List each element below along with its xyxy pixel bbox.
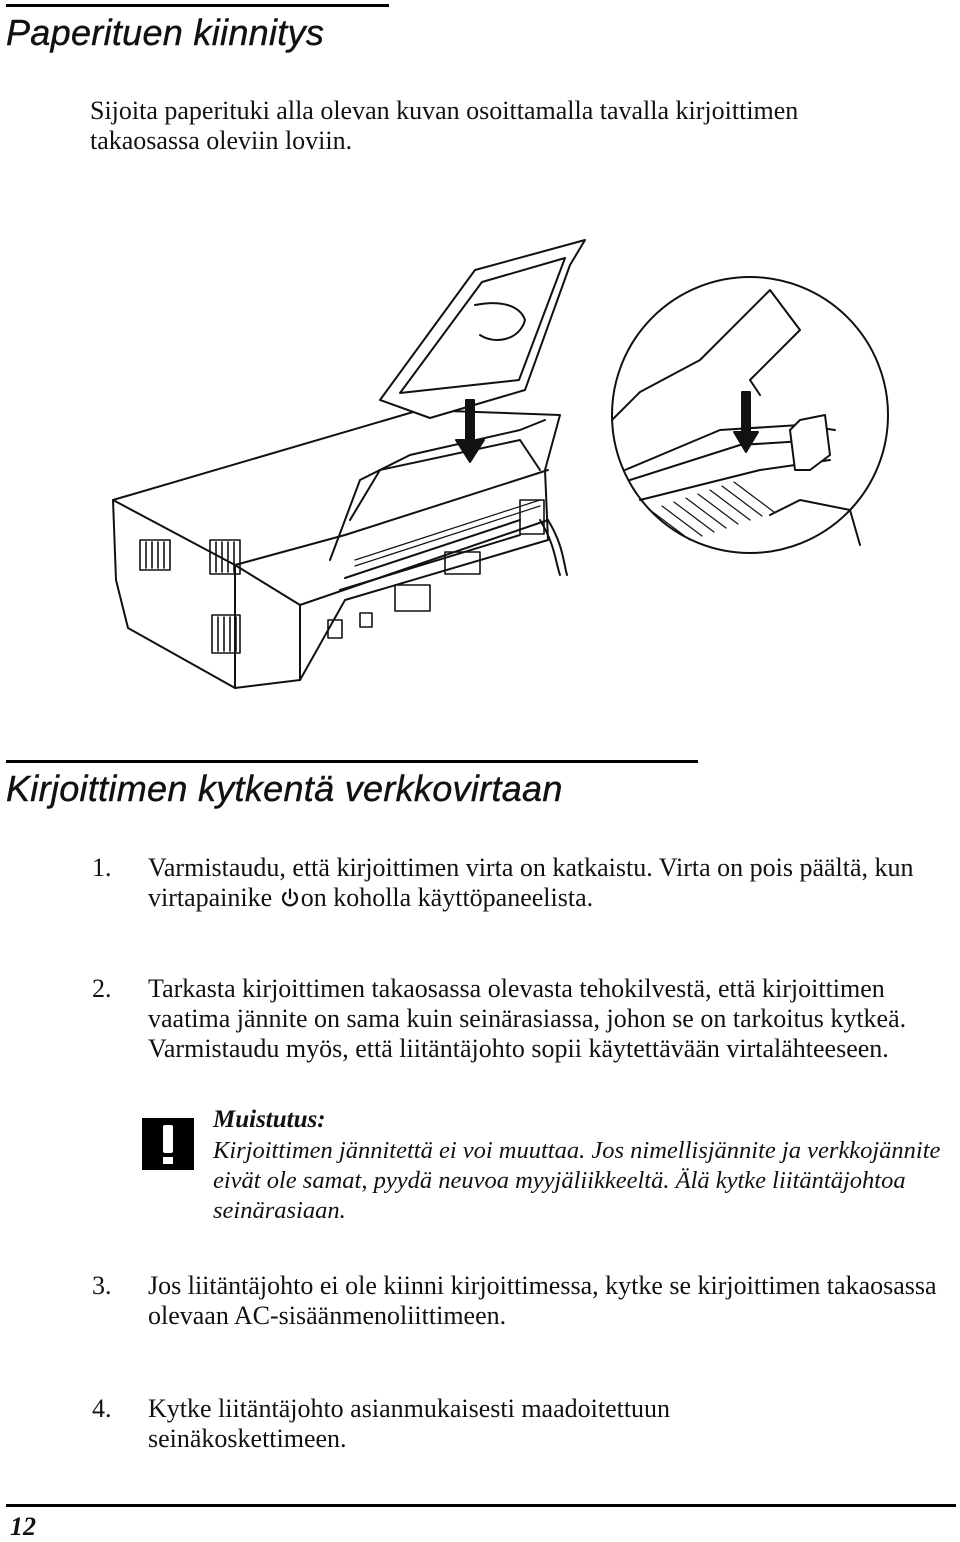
step-text-3: Jos liitäntäjohto ei ole kiinni kirjoittimessa, kytke se kirjoittimen takaosassa olevaan AC-sisäänmenoliittimeen. — [148, 1271, 937, 1330]
power-icon — [279, 886, 301, 908]
step-number-1: 1. — [92, 853, 112, 882]
heading-rule-middle — [6, 760, 698, 763]
section-heading-paper-support: Paperituen kiinnitys — [6, 12, 325, 53]
step-text-1 — [148, 853, 938, 913]
page-number: 12 — [10, 1512, 36, 1541]
intro-paragraph: Sijoita paperituki alla olevan kuvan osoittamalla tavalla kirjoittimen takaosassa oleviin loviin. — [90, 96, 799, 155]
step-number-4: 4. — [92, 1394, 112, 1423]
note-title: Muistutus: — [213, 1106, 326, 1133]
step-number-3: 3. — [92, 1271, 112, 1300]
section-heading-power-connection: Kirjoittimen kytkentä verkkovirtaan — [6, 768, 563, 809]
step-text-1-part-a: Varmistaudu, että kirjoittimen virta on katkaistu. Virta on pois päältä, kun virtapainike — [148, 853, 914, 912]
step-text-4: Kytke liitäntäjohto asianmukaisesti maadoitettuun seinäkoskettimeen. — [148, 1394, 671, 1453]
step-number-2: 2. — [92, 974, 112, 1003]
step-text-1-part-b: on koholla käyttöpaneelista. — [300, 883, 594, 912]
footer-rule — [6, 1504, 956, 1507]
note-text: Kirjoittimen jännitettä ei voi muuttaa. Jos nimellisjännite ja verkkojännite eivät ole samat, pyydä neuvoa myyjäliikkeeltä. Älä kytke liitäntäjohtoa seinärasiaan. — [213, 1137, 941, 1224]
step-text-2: Tarkasta kirjoittimen takaosassa olevasta tehokilvestä, että kirjoittimen vaatima jännite on sama kuin seinärasiassa, johon se on tarkoitus kytkeä. Varmistaudu myös, että liitäntäjohto sopii käytettävään virtalähteeseen. — [148, 974, 907, 1063]
printer-illustration — [0, 0, 960, 760]
caution-icon — [142, 1118, 194, 1170]
